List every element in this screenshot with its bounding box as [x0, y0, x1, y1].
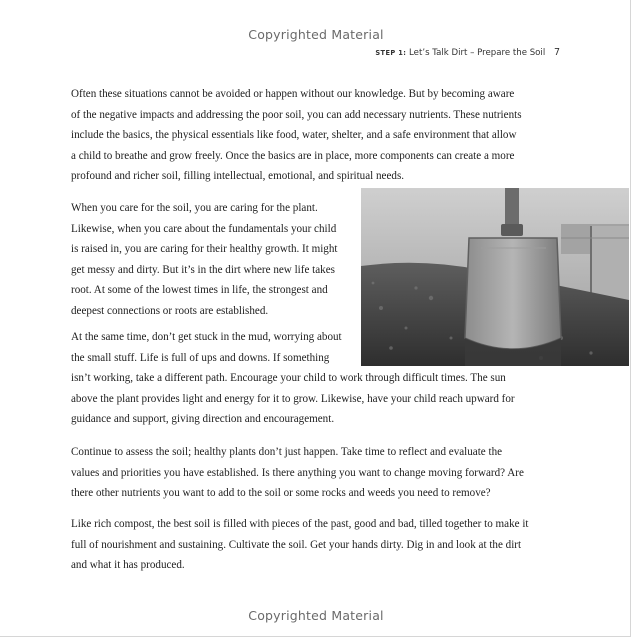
text-line: profound and richer soil, filling intellectual, emotional, and spiritual needs.: [71, 170, 405, 182]
text-line: above the plant provides light and energy for it to grow. Likewise, have your child reach upward for: [71, 392, 515, 405]
text-line: Often these situations cannot be avoided or happen without our knowledge. But by becoming aware: [71, 88, 515, 100]
copyright-watermark-top: Copyrighted Material: [248, 27, 384, 42]
text-line: Likewise, when you care about the fundamentals your child: [71, 222, 337, 235]
text-line: Continue to assess the soil; healthy plants don’t just happen. Take time to reflect and evaluate the: [71, 446, 503, 458]
shovel-in-soil-illustration: [361, 188, 629, 366]
text-line: guidance and support, giving direction and encouragement.: [71, 413, 335, 425]
paragraph-5: [71, 514, 529, 576]
text-line: full of nourishment and sustaining. Cultivate the soil. Get your hands dirty. Dig in and look at the dirt: [71, 538, 522, 551]
page-number: 7: [553, 47, 560, 58]
text-line: When you care for the soil, you are caring for the plant.: [71, 202, 318, 214]
copyright-watermark-bottom: Copyrighted Material: [248, 608, 384, 623]
chapter-title: Let’s Talk Dirt – Prepare the Soil: [409, 48, 546, 58]
text-line: get messy and dirty. But it’s in the dirt where new life takes: [71, 263, 335, 276]
text-line: deepest connections or roots are established.: [71, 304, 269, 317]
text-line: is raised in, you are caring for their healthy growth. It might: [71, 243, 338, 255]
text-line: Like rich compost, the best soil is filled with pieces of the past, good and bad, tilled together to make it: [71, 518, 529, 530]
text-line: root. At some of the lowest times in life, the strongest and: [71, 284, 328, 296]
text-line: there other nutrients you want to add to the soil or some rocks and weeds you need to remove?: [71, 487, 491, 499]
running-head: [375, 47, 560, 58]
paragraph-1: [71, 84, 522, 187]
text-line: include the basics, the physical essentials like food, water, shelter, and a safe environment that allow: [71, 129, 517, 141]
text-line: the small stuff. Life is full of ups and downs. If something: [71, 351, 330, 364]
text-line: of the negative impacts and addressing the poor soil, you can add necessary nutrients. These nutrients: [71, 108, 522, 121]
text-line: a child to breathe and grow freely. Once the basics are in place, more components can create a more: [71, 149, 515, 162]
text-line: At the same time, don’t get stuck in the mud, worrying about: [71, 331, 342, 343]
text-line: values and priorities you have established. Is there anything you want to change moving forward? Are: [71, 466, 524, 479]
paragraph-4: [71, 442, 524, 504]
text-line: isn’t working, take a different path. Encourage your child to work through difficult times. The sun: [71, 372, 506, 384]
shovel-in-soil-photo: [361, 188, 629, 366]
paragraph-2: [71, 198, 337, 321]
text-line: and what it has produced.: [71, 559, 185, 571]
step-label: STEP 1:: [375, 49, 407, 57]
